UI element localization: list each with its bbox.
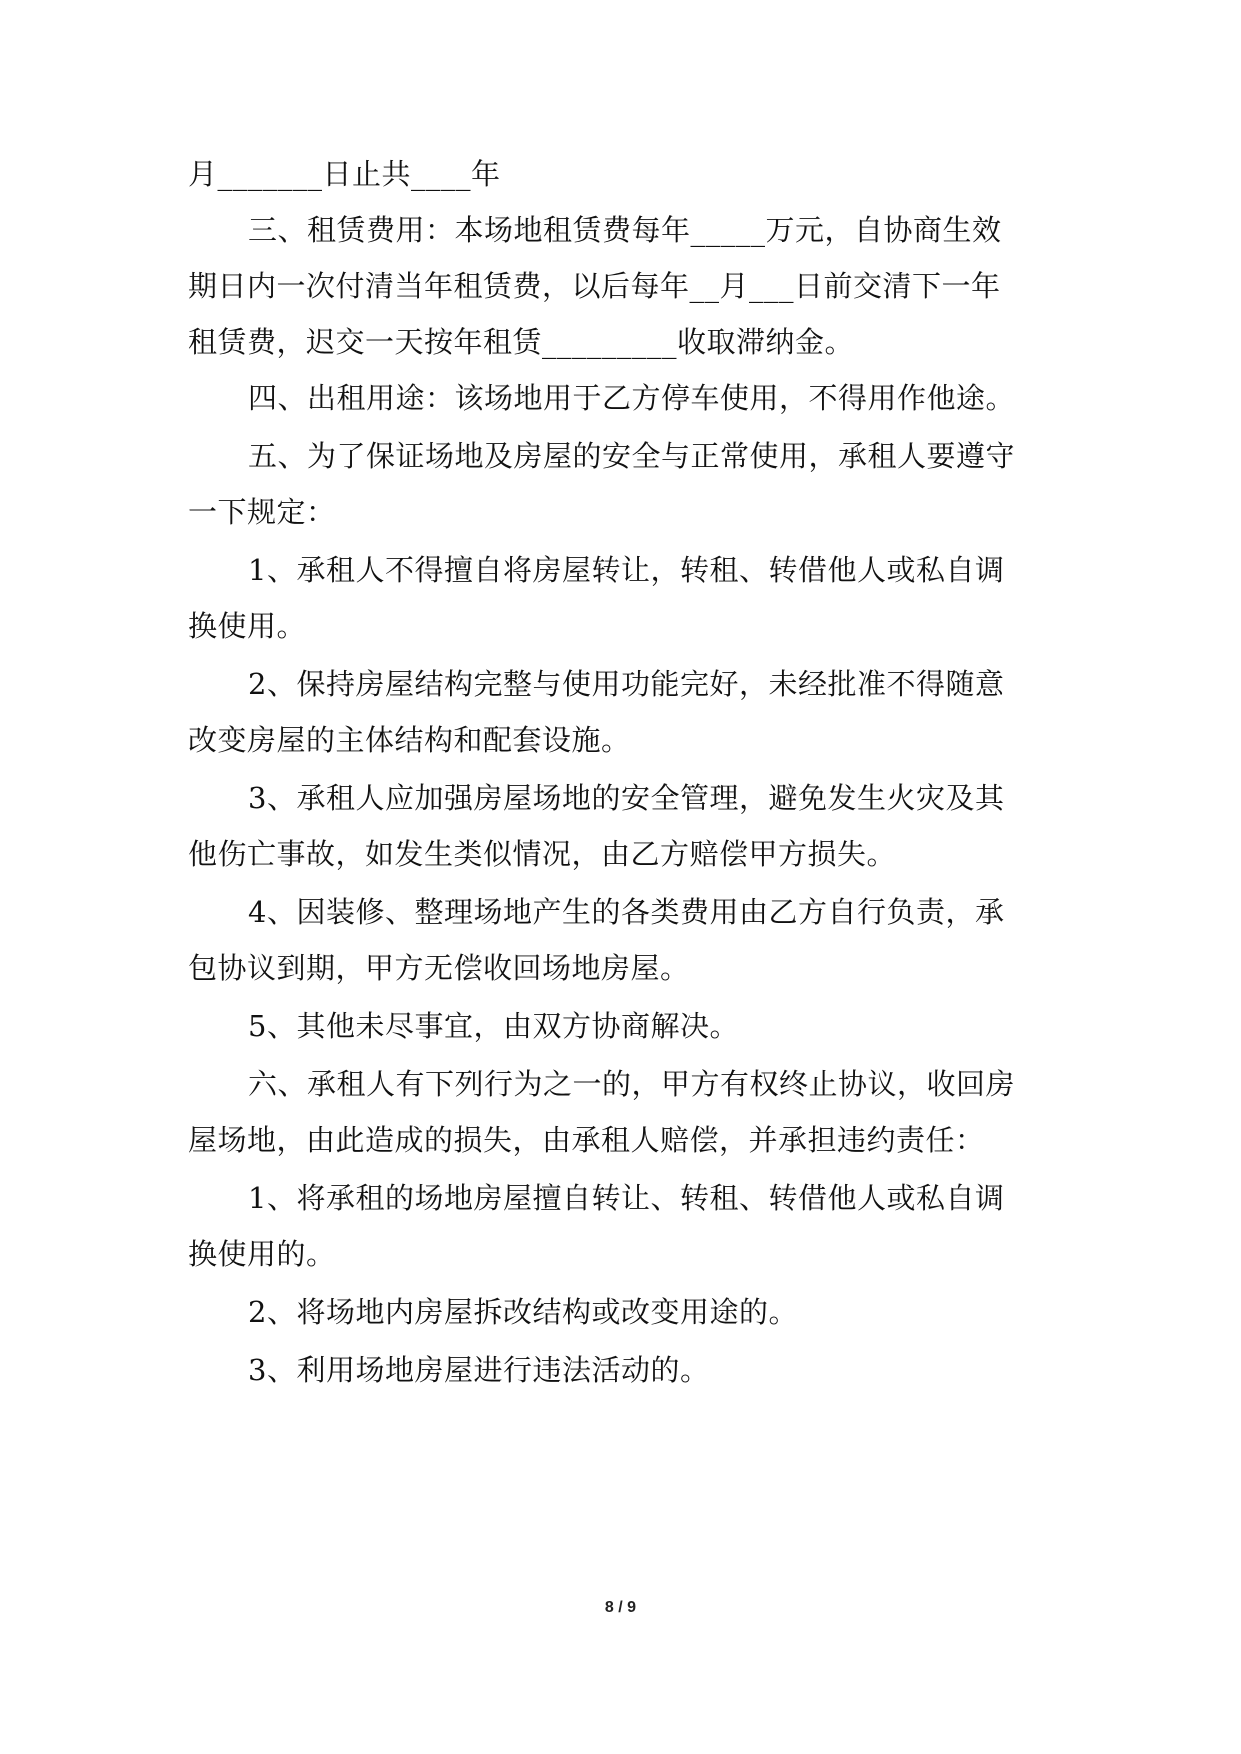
text-line: 四、出租用途：该场地用于乙方停车使用，不得用作他途。	[248, 381, 1016, 415]
text-line: 2、将场地内房屋拆改结构或改变用途的。	[248, 1295, 798, 1329]
text-line: 4、因装修、整理场地产生的各类费用由乙方自行负责，承	[248, 895, 1005, 929]
text-line: 他伤亡事故，如发生类似情况，由乙方赔偿甲方损失。	[188, 837, 897, 871]
text-line: 1、承租人不得擅自将房屋转让，转租、转借他人或私自调	[248, 553, 1005, 587]
text-line: 六、承租人有下列行为之一的，甲方有权终止协议，收回房	[248, 1067, 1016, 1101]
text-line: 1、将承租的场地房屋擅自转让、转租、转借他人或私自调	[248, 1181, 1005, 1215]
text-line: 五、为了保证场地及房屋的安全与正常使用，承租人要遵守	[248, 439, 1016, 473]
text-line: 租赁费，迟交一天按年租赁_________收取滞纳金。	[188, 325, 855, 359]
text-line: 3、承租人应加强房屋场地的安全管理，避免发生火灾及其	[248, 781, 1005, 815]
text-line: 改变房屋的主体结构和配套设施。	[188, 723, 631, 757]
text-line: 包协议到期，甲方无偿收回场地房屋。	[188, 951, 690, 985]
text-line: 换使用的。	[188, 1237, 336, 1271]
text-line: 屋场地，由此造成的损失，由承租人赔偿，并承担违约责任：	[188, 1123, 985, 1157]
text-line: 2、保持房屋结构完整与使用功能完好，未经批准不得随意	[248, 667, 1005, 701]
text-line: 3、利用场地房屋进行违法活动的。	[248, 1353, 710, 1387]
text-line: 三、租赁费用：本场地租赁费每年_____万元，自协商生效	[248, 213, 1002, 247]
text-line: 换使用。	[188, 609, 307, 643]
text-line: 月_______日止共____年	[188, 157, 501, 191]
text-line: 期日内一次付清当年租赁费，以后每年__月___日前交清下一年	[188, 269, 1001, 303]
page-number: 8 / 9	[604, 1599, 637, 1616]
text-line: 一下规定：	[188, 495, 336, 529]
text-line: 5、其他未尽事宜，由双方协商解决。	[248, 1009, 739, 1043]
